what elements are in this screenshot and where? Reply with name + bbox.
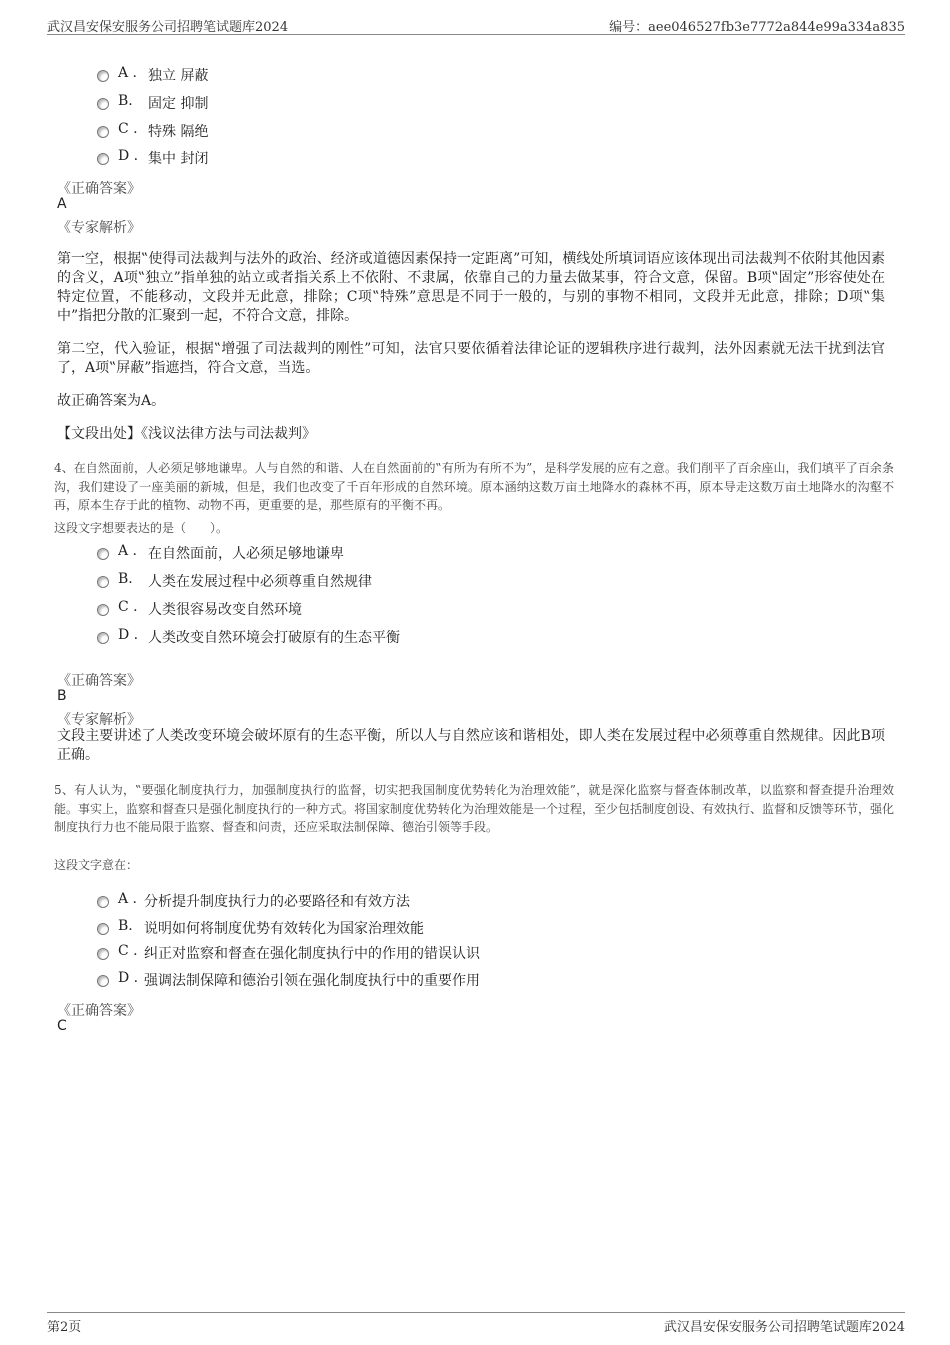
- radio-icon[interactable]: [97, 923, 109, 935]
- radio-icon[interactable]: [97, 153, 109, 165]
- q4-analysis-label: 《专家解析》: [57, 712, 141, 728]
- radio-icon[interactable]: [97, 98, 109, 110]
- radio-icon[interactable]: [97, 70, 109, 82]
- q5-answer-label: 《正确答案》: [57, 1003, 141, 1019]
- radio-icon[interactable]: [97, 975, 109, 987]
- page-number: 第2页: [47, 1320, 82, 1335]
- q5-answer: C: [57, 1018, 67, 1034]
- radio-icon[interactable]: [97, 576, 109, 588]
- radio-icon[interactable]: [97, 632, 109, 644]
- page-header: [47, 14, 905, 35]
- radio-icon[interactable]: [97, 548, 109, 560]
- q3-source: 【文段出处】《浅议法律方法与司法裁判》: [57, 426, 316, 442]
- q4-analysis: 文段主要讲述了人类改变环境会破坏原有的生态平衡，所以人与自然应该和谐相处，即人类在发展过程中必须尊重自然规律。因此B项正确。: [57, 728, 885, 763]
- radio-icon[interactable]: [97, 126, 109, 138]
- radio-icon[interactable]: [97, 948, 109, 960]
- footer-title: 武汉昌安保安服务公司招聘笔试题库2024: [663, 1320, 905, 1335]
- q5-question: 这段文字意在：: [54, 858, 139, 872]
- header-title: 武汉昌安保安服务公司招聘笔试题库2024: [47, 20, 289, 35]
- q4-stem: 4、在自然面前，人必须足够地谦卑。人与自然的和谐、人在自然面前的‟有所为有所不为”，是科学发展的应有之意。我们削平了百余座山，我们填平了百余条沟，我们建设了一座美丽的新城，但是，我们也改变了千百年形成的自然环境。原本涵纳这数万亩土地降水的森林不再，原本导走这数万亩土地降水的沟壑不再，原本生存于此的植物、动物不再，更重要的是，那些原有的平衡不再。: [54, 461, 894, 512]
- q3-analysis-para-1: 第一空，根据‟使得司法裁判与法外的政治、经济或道德因素保持一定距离”可知，横线处所填词语应该体现出司法裁判不依附其他因素的含义，A项‟独立”指单独的站立或者指关系上不依附、不隶属，依靠自己的力量去做某事，符合文意，保留。B项‟固定”形容使处在特定位置，不能移动，文段并无此意，排除；C项‟特殊”意思是不同于一般的，与别的事物不相同，文段并无此意，排除；D项‟集中”指把分散的汇聚到一起，不符合文意，排除。: [57, 251, 885, 324]
- header-serial: 编号：aee046527fb3e7772a844e99a334a835: [609, 20, 905, 35]
- q3-answer-label: 《正确答案》: [57, 181, 141, 197]
- q3-analysis-para-3: 故正确答案为A。: [57, 393, 166, 409]
- q3-analysis-label: 《专家解析》: [57, 220, 141, 236]
- radio-icon[interactable]: [97, 896, 109, 908]
- q4-answer: B: [57, 688, 67, 704]
- q4-answer-label: 《正确答案》: [57, 673, 141, 689]
- q3-answer: A: [57, 196, 67, 212]
- radio-icon[interactable]: [97, 604, 109, 616]
- q3-analysis-para-2: 第二空，代入验证，根据‟增强了司法裁判的刚性”可知，法官只要依循着法律论证的逻辑秩序进行裁判，法外因素就无法干扰到法官了，A项‟屏蔽”指遮挡，符合文意，当选。: [57, 341, 885, 376]
- q4-question: 这段文字想要表达的是（ ）。: [54, 521, 229, 535]
- page-footer: [47, 1312, 905, 1335]
- q5-stem: 5、有人认为，‟要强化制度执行力，加强制度执行的监督，切实把我国制度优势转化为治理效能”，就是深化监察与督查体制改革，以监察和督查提升治理效能。事实上，监察和督查只是强化制度执行的一种方式。将国家制度优势转化为治理效能是一个过程，至少包括制度创设、有效执行、监督和反馈等环节，强化制度执行力也不能局限于监察、督查和问责，还应采取法制保障、德治引领等手段。: [54, 783, 895, 834]
